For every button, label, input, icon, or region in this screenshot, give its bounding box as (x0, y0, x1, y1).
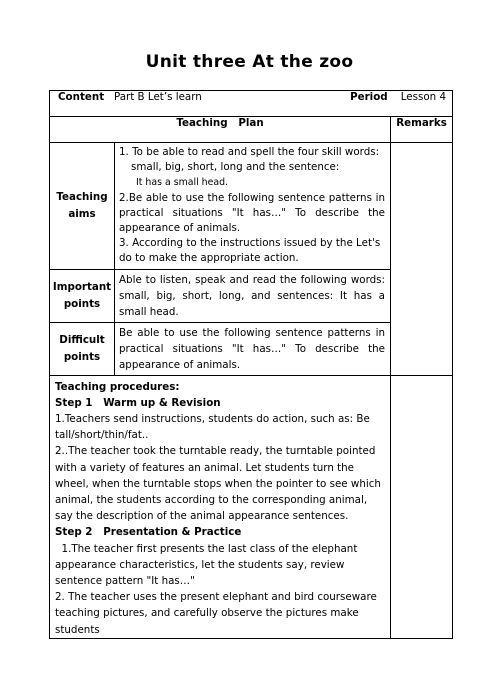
aim-1-sentence: It has a small head. (136, 177, 229, 189)
procedures-remarks-cell (391, 375, 453, 638)
document-title: Unit three At the zoo (145, 52, 354, 72)
procedure-paragraph-1: 1.Teachers send instructions, students do action, such as: Be tall/short/thin/fat.. (55, 413, 370, 442)
procedure-paragraph-2: 2..The teacher took the turntable ready, the turntable pointed with a variety of features an animal. Let students turn the wheel, when the turntable stops when the pointer to see which animal, the students according to the corresponding animal, say the description of the animal appearance sentences. (55, 445, 381, 523)
aims-label-line2: aims (68, 207, 96, 220)
period-label: Period (350, 91, 388, 103)
remarks-cell (391, 143, 453, 376)
aims-row (50, 143, 453, 270)
aims-content (115, 143, 391, 270)
difficult-label (50, 322, 115, 375)
content-value: Part B Let’s learn (113, 91, 202, 103)
difficult-content: Be able to use the following sentence patterns in practical situations "It has…" To describe the appearance of animals. (115, 322, 391, 375)
aim-2-text: 2.Be able to use the following sentence patterns in practical situations "It has…" To describe the appearance of animals. (119, 191, 385, 235)
content-label: Content (58, 91, 105, 103)
period-value: Lesson 4 (400, 91, 447, 103)
aim-1: 1. To be able to read and spell the four skill words: (119, 146, 380, 158)
difficult-label-line1: Difficult (59, 333, 105, 346)
procedures-heading: Teaching procedures: (55, 380, 180, 393)
procedures-row (50, 375, 453, 638)
lesson-plan-table (49, 90, 453, 639)
important-content: Able to listen, speak and read the following words: small, big, short, long, and sentences: It has a small head. (115, 269, 391, 322)
column-header-row (50, 117, 453, 143)
content-row (50, 91, 453, 117)
important-label-line2: points (63, 297, 101, 310)
procedure-paragraph-4: 2. The teacher uses the present elephant and bird courseware teaching pictures, and carefully observe the pictures make students (55, 591, 377, 636)
aims-label (50, 143, 115, 270)
remarks-column-header: Remarks (396, 117, 447, 129)
aim-3: 3. According to the instructions issued by the Let's do to make the appropriate action. (119, 237, 381, 265)
procedures-content (50, 375, 391, 638)
aim-1-words: small, big, short, long and the sentence: (131, 161, 340, 174)
important-label (50, 269, 115, 322)
important-label-line1: Important (52, 280, 112, 293)
step1-heading: Step 1 Warm up & Revision (55, 396, 221, 409)
aims-label-line1: Teaching (56, 190, 108, 203)
plan-column-header: Teaching Plan (176, 117, 264, 129)
step2-heading: Step 2 Presentation & Practice (55, 526, 242, 539)
aim-2 (119, 191, 385, 237)
procedure-paragraph-3: 1.The teacher first presents the last class of the elephant appearance characteristics, let the students say, review sentence pattern "It has…" (55, 542, 361, 588)
difficult-label-line2: points (63, 350, 101, 363)
